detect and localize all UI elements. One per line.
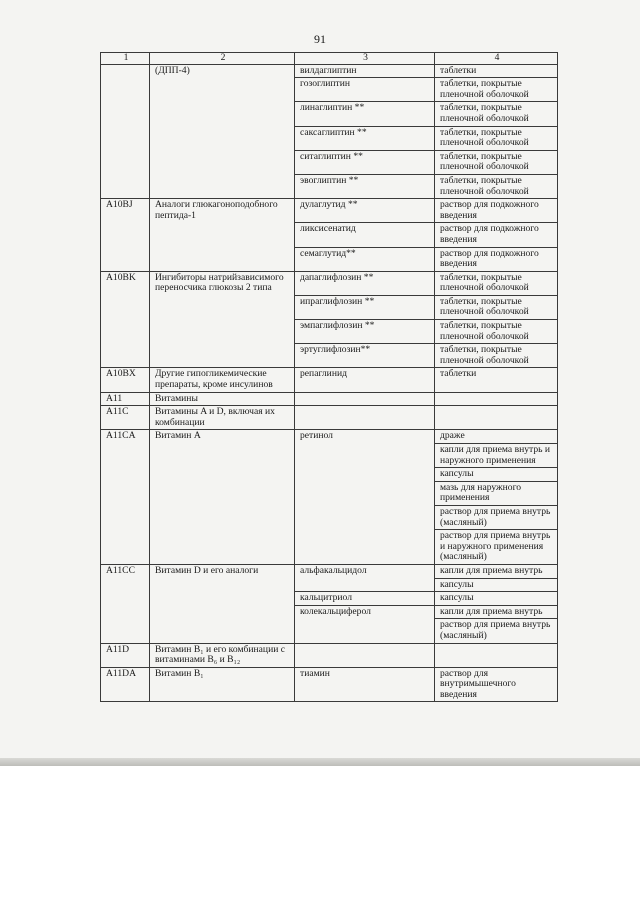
table-row xyxy=(101,406,558,430)
atc-code-cell xyxy=(101,64,150,199)
dosage-form-cell: мазь для наружного применения xyxy=(435,481,558,505)
dosage-form-cell: драже xyxy=(435,430,558,444)
drug-name-cell xyxy=(295,392,435,406)
group-name-cell: Аналоги глюкагоноподобного пептида-1 xyxy=(150,199,295,272)
dosage-form-cell: раствор для подкожного введения xyxy=(435,223,558,247)
group-name-cell: (ДПП-4) xyxy=(150,64,295,199)
dosage-form-cell: таблетки, покрытые пленочной оболочкой xyxy=(435,78,558,102)
drug-name-cell: линаглиптин ** xyxy=(295,102,435,126)
dosage-form-cell: раствор для приема внутрь (масляный) xyxy=(435,505,558,529)
dosage-form-cell: капсулы xyxy=(435,468,558,482)
drug-name-cell: эртуглифлозин** xyxy=(295,344,435,368)
drug-name-cell: ретинол xyxy=(295,430,435,565)
drug-name-cell: дулаглутид ** xyxy=(295,199,435,223)
drug-name-cell: эмпаглифлозин ** xyxy=(295,320,435,344)
dosage-form-cell xyxy=(435,406,558,430)
group-name-cell: Другие гипогликемические препараты, кроме инсулинов xyxy=(150,368,295,392)
atc-code-cell: A11 xyxy=(101,392,150,406)
dosage-form-cell: капсулы xyxy=(435,592,558,606)
dosage-form-cell xyxy=(435,392,558,406)
drug-name-cell: ипраглифлозин ** xyxy=(295,295,435,319)
atc-code-cell: A11C xyxy=(101,406,150,430)
drug-name-cell: тиамин xyxy=(295,667,435,702)
dosage-form-cell: таблетки, покрытые пленочной оболочкой xyxy=(435,320,558,344)
atc-code-cell: A11DA xyxy=(101,667,150,702)
dosage-form-cell: раствор для внутримышечного введения xyxy=(435,667,558,702)
dosage-form-cell: капли для приема внутрь xyxy=(435,605,558,619)
atc-code-cell: A11CA xyxy=(101,430,150,565)
table-header-row xyxy=(101,53,558,65)
header-cell: 4 xyxy=(435,53,558,65)
dosage-form-cell: капли для приема внутрь xyxy=(435,564,558,578)
group-name-cell: Витамин D и его аналоги xyxy=(150,564,295,643)
group-name-cell: Витамин B₁ и его комбинации с витаминами B₆ и B₁₂ xyxy=(150,643,295,667)
dosage-form-cell: таблетки xyxy=(435,368,558,392)
atc-code-cell: A10BK xyxy=(101,271,150,368)
drug-name-cell: колекальциферол xyxy=(295,605,435,643)
atc-code-cell: A11D xyxy=(101,643,150,667)
table-row xyxy=(101,392,558,406)
drug-name-cell xyxy=(295,643,435,667)
dosage-form-cell: раствор для приема внутрь и наружного применения (масляный) xyxy=(435,530,558,565)
drug-name-cell: семаглутид** xyxy=(295,247,435,271)
atc-code-cell: A11CC xyxy=(101,564,150,643)
table-row xyxy=(101,667,558,702)
group-name-cell: Витамин A xyxy=(150,430,295,565)
drug-table xyxy=(100,52,558,702)
dosage-form-cell: таблетки, покрытые пленочной оболочкой xyxy=(435,174,558,198)
drug-name-cell: саксаглиптин ** xyxy=(295,126,435,150)
dosage-form-cell: таблетки, покрытые пленочной оболочкой xyxy=(435,344,558,368)
table-row xyxy=(101,430,558,444)
drug-name-cell xyxy=(295,406,435,430)
dosage-form-cell: капсулы xyxy=(435,578,558,592)
scan-edge xyxy=(0,758,640,766)
drug-name-cell: альфакальцидол xyxy=(295,564,435,591)
table-row xyxy=(101,64,558,78)
dosage-form-cell: таблетки, покрытые пленочной оболочкой xyxy=(435,126,558,150)
dosage-form-cell: таблетки, покрытые пленочной оболочкой xyxy=(435,271,558,295)
drug-name-cell: эвоглиптин ** xyxy=(295,174,435,198)
header-cell: 2 xyxy=(150,53,295,65)
drug-name-cell: ситаглиптин ** xyxy=(295,150,435,174)
header-cell: 3 xyxy=(295,53,435,65)
atc-code-cell: A10BX xyxy=(101,368,150,392)
table-row xyxy=(101,368,558,392)
table-row xyxy=(101,643,558,667)
drug-name-cell: ликсисенатид xyxy=(295,223,435,247)
drug-name-cell: гозоглиптин xyxy=(295,78,435,102)
dosage-form-cell: таблетки, покрытые пленочной оболочкой xyxy=(435,102,558,126)
dosage-form-cell: таблетки, покрытые пленочной оболочкой xyxy=(435,295,558,319)
drug-name-cell: кальцитриол xyxy=(295,592,435,606)
dosage-form-cell: раствор для подкожного введения xyxy=(435,199,558,223)
atc-code-cell: A10BJ xyxy=(101,199,150,272)
drug-name-cell: вилдаглиптин xyxy=(295,64,435,78)
dosage-form-cell: таблетки, покрытые пленочной оболочкой xyxy=(435,150,558,174)
group-name-cell: Ингибиторы натрийзависимого переносчика глюкозы 2 типа xyxy=(150,271,295,368)
page-number: 91 xyxy=(314,32,326,46)
group-name-cell: Витамины xyxy=(150,392,295,406)
dosage-form-cell: раствор для приема внутрь (масляный) xyxy=(435,619,558,643)
table-row xyxy=(101,199,558,223)
header-cell: 1 xyxy=(101,53,150,65)
drug-name-cell: дапаглифлозин ** xyxy=(295,271,435,295)
group-name-cell: Витамин B₁ xyxy=(150,667,295,702)
dosage-form-cell xyxy=(435,643,558,667)
dosage-form-cell: таблетки xyxy=(435,64,558,78)
table-row xyxy=(101,271,558,295)
drug-name-cell: репаглинид xyxy=(295,368,435,392)
table-row xyxy=(101,564,558,578)
group-name-cell: Витамины A и D, включая их комбинации xyxy=(150,406,295,430)
dosage-form-cell: капли для приема внутрь и наружного применения xyxy=(435,444,558,468)
dosage-form-cell: раствор для подкожного введения xyxy=(435,247,558,271)
